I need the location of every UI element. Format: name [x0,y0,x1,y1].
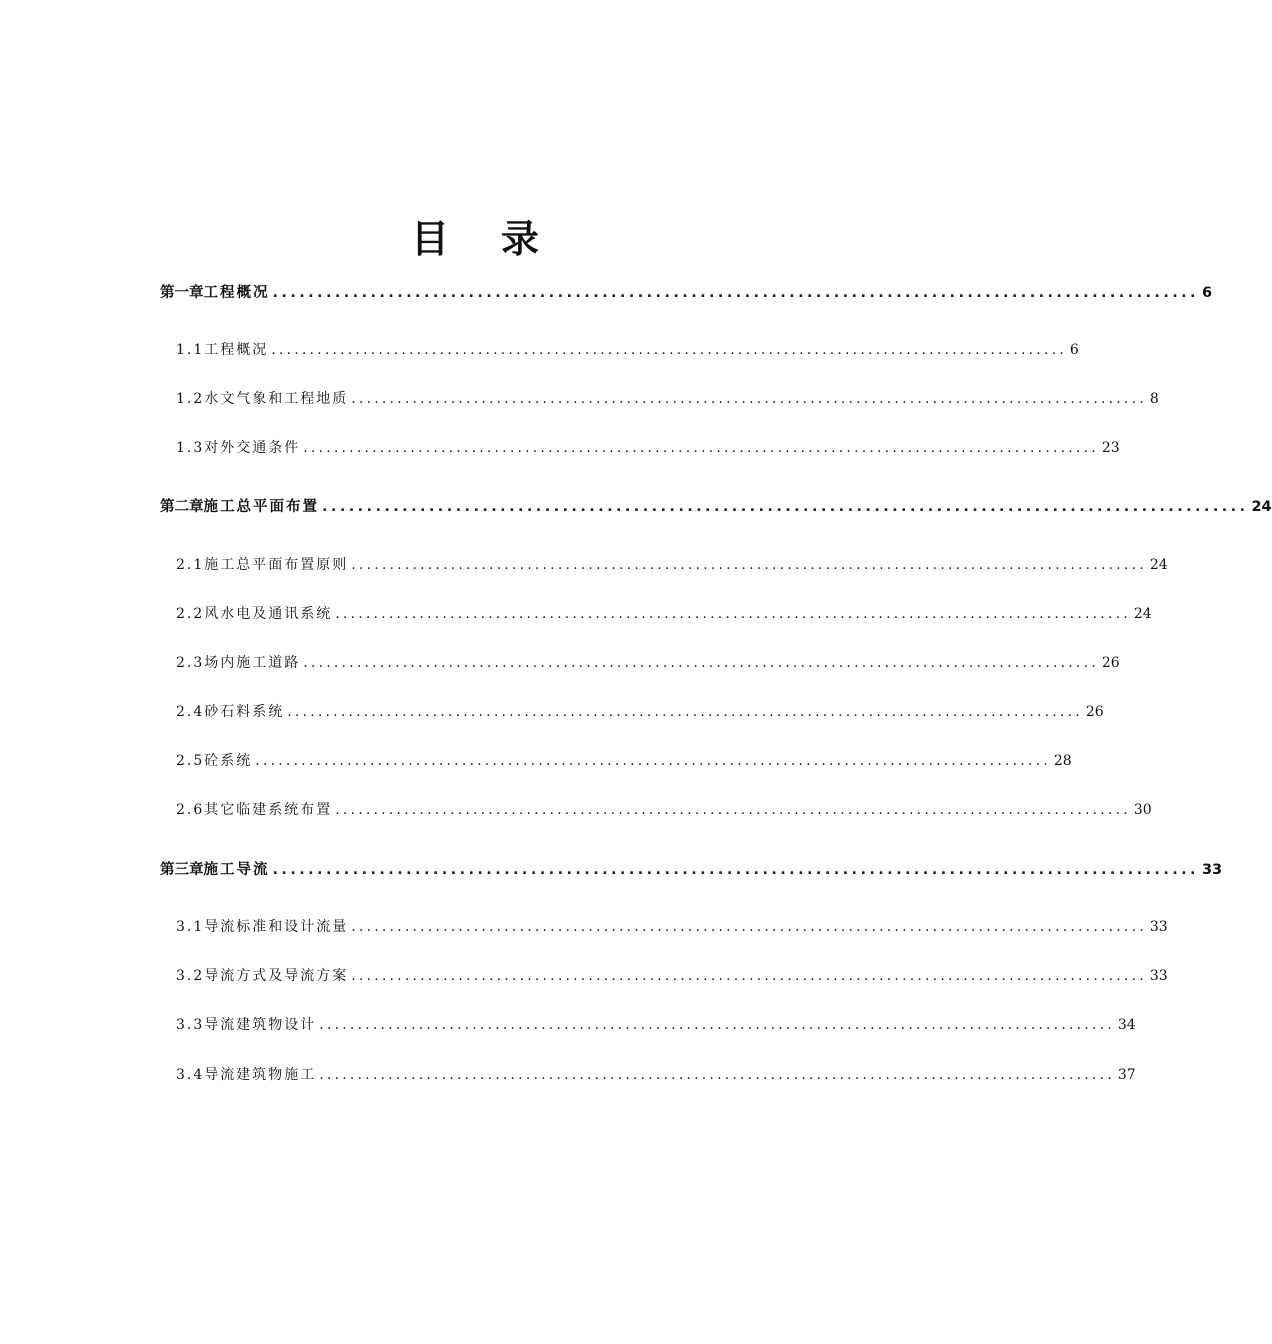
toc-number: 3.1 [176,919,205,935]
toc-page-number: 26 [1085,704,1104,720]
toc-title: 导流方式及导流方案 [204,968,349,984]
toc-leader: ........................................................................................................ [255,753,1051,769]
toc-page-number: 34 [1117,1017,1136,1033]
toc-number: 1.2 [176,391,205,407]
toc-number: 3.3 [176,1017,205,1033]
toc-leader: ........................................................................................................ [351,557,1147,573]
toc-section[interactable] [176,554,1168,578]
toc-title: 工程概况 [204,342,269,358]
toc-section[interactable] [176,388,1159,412]
toc-title: 砼系统 [204,753,253,769]
toc-page-number: 23 [1101,440,1120,456]
toc-title: 工程概况 [203,285,270,301]
toc-title: 水文气象和工程地质 [204,391,349,407]
toc-title: 导流标准和设计流量 [204,919,349,935]
toc-page-number: 24 [1133,606,1152,622]
toc-section[interactable] [176,701,1104,725]
toc-section[interactable] [176,437,1120,461]
toc-number: 第三章 [160,862,204,878]
toc-number: 2.2 [176,606,205,622]
toc-section[interactable] [176,799,1152,823]
toc-section[interactable] [176,965,1168,989]
toc-section[interactable] [176,916,1168,940]
toc-page-number: 24 [1149,557,1168,573]
title-char-1: 目 [410,217,449,261]
toc-number: 第一章 [160,285,204,301]
toc-section[interactable] [176,1064,1136,1088]
toc-number: 2.3 [176,655,205,671]
toc-page-number: 8 [1149,391,1159,407]
toc-leader: ........................................................................................................ [335,802,1131,818]
toc-title: 施工导流 [203,862,270,878]
toc-number: 1.3 [176,440,205,456]
page-title [0,208,950,263]
toc-leader: ........................................................................................................ [322,499,1249,515]
toc-number: 2.5 [176,753,205,769]
toc-title: 导流建筑物施工 [204,1067,317,1083]
toc-title: 风水电及通讯系统 [204,606,333,622]
toc-number: 第二章 [160,499,204,515]
toc-number: 3.4 [176,1067,205,1083]
title-char-2: 录 [501,217,540,261]
toc-leader: ........................................................................................................ [351,391,1147,407]
toc-page-number: 28 [1053,753,1072,769]
toc-leader: ........................................................................................................ [303,655,1099,671]
toc-leader: ........................................................................................................ [303,440,1099,456]
toc-leader: ........................................................................................................ [272,285,1199,301]
toc-leader: ........................................................................................................ [319,1017,1115,1033]
toc-leader: ........................................................................................................ [319,1067,1115,1083]
toc-chapter[interactable] [160,495,1272,519]
toc-page-number: 30 [1133,802,1152,818]
toc-number: 2.4 [176,704,205,720]
toc-section[interactable] [176,652,1120,676]
toc-title: 场内施工道路 [204,655,301,671]
toc-section[interactable] [176,750,1072,774]
toc-leader: ........................................................................................................ [335,606,1131,622]
toc-page-number: 33 [1149,919,1168,935]
toc-number: 2.6 [176,802,205,818]
toc-page-number: 6 [1069,342,1079,358]
toc-number: 1.1 [176,342,205,358]
toc-leader: ........................................................................................................ [287,704,1083,720]
toc-leader: ........................................................................................................ [272,862,1199,878]
toc-title: 对外交通条件 [204,440,301,456]
toc-title: 其它临建系统布置 [204,802,333,818]
toc-page-number: 37 [1117,1067,1136,1083]
toc-chapter[interactable] [160,281,1213,305]
toc-leader: ........................................................................................................ [351,968,1147,984]
toc-leader: ........................................................................................................ [351,919,1147,935]
toc-number: 3.2 [176,968,205,984]
toc-title: 施工总平面布置原则 [204,557,349,573]
toc-title: 砂石料系统 [204,704,285,720]
toc-chapter[interactable] [160,858,1223,882]
toc-leader: ........................................................................................................ [271,342,1067,358]
toc-title: 导流建筑物设计 [204,1017,317,1033]
toc-page-number: 24 [1251,499,1272,515]
toc-page-number: 33 [1201,862,1223,878]
toc-title: 施工总平面布置 [203,499,319,515]
toc-page-number: 33 [1149,968,1168,984]
toc-section[interactable] [176,1014,1136,1038]
toc-number: 2.1 [176,557,205,573]
toc-section[interactable] [176,339,1079,363]
toc-page-number: 26 [1101,655,1120,671]
toc-page-number: 6 [1201,285,1213,301]
toc-section[interactable] [176,603,1152,627]
